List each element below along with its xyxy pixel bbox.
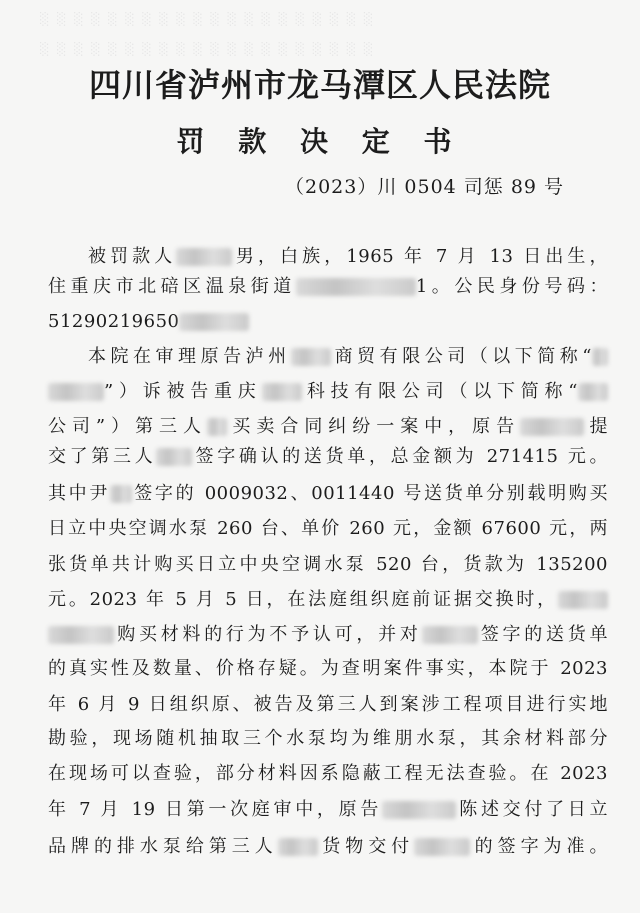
text-line <box>88 242 608 272</box>
text-segment: 元。2023 年 5 月 5 日，在法庭组织庭前证据交换时， <box>48 589 558 610</box>
text-segment: 签字的 0009032、0011440 号送货单分别载明购买 <box>132 483 608 504</box>
text-line <box>48 550 608 580</box>
text-line <box>48 795 608 825</box>
text-line <box>48 832 608 862</box>
redacted-address <box>296 278 416 296</box>
text-line <box>48 724 608 754</box>
text-segment: 男，白族，1965 年 7 月 13 日出生， <box>232 246 608 267</box>
text-segment: 签字确认的送货单，总金额为 271415 元。 <box>192 446 608 467</box>
text-segment: 在现场可以查验，部分材料因系隐蔽工程无法查验。在 2023 <box>48 763 608 784</box>
text-segment: ”）诉被告重庆 <box>104 381 262 402</box>
text-segment: 签字的送货单 <box>477 624 609 645</box>
text-line <box>48 759 608 789</box>
text-segment: 本院在审理原告泸州 <box>88 346 291 367</box>
bleed-through-text: ░ ░ ░ ░ ░ ░ ░ ░ ░ ░ ░ ░ ░ ░ ░ ░ ░ ░ ░ ░ <box>40 12 376 26</box>
redacted-text <box>156 448 192 466</box>
redacted-text <box>578 383 608 401</box>
redacted-text <box>278 838 318 856</box>
text-line <box>48 377 608 407</box>
text-segment: 年 7 月 19 日第一次庭审中，原告 <box>48 799 383 820</box>
text-line <box>48 479 608 509</box>
text-line <box>48 442 608 472</box>
document-type: 罚 款 决 定 书 <box>176 125 464 158</box>
redacted-text <box>262 383 302 401</box>
redacted-text <box>422 626 478 644</box>
text-segment: 买卖合同纠纷一案中，原告 <box>226 416 521 437</box>
text-line <box>48 620 608 650</box>
text-segment: 的签字为准。 <box>470 836 609 857</box>
text-segment: 交了第三人 <box>48 446 157 467</box>
text-line <box>88 342 608 372</box>
text-segment: 住重庆市北碚区温泉街道 <box>48 276 296 297</box>
text-segment: 提 <box>584 416 609 437</box>
text-segment: 科技有限公司（以下简称“ <box>301 381 578 402</box>
text-segment: 陈述交付了日立 <box>456 799 608 820</box>
bleed-through-text: ░ ░ ░ ░ ░ ░ ░ ░ ░ ░ ░ ░ ░ ░ ░ ░ ░ ░ ░ ░ <box>40 42 376 56</box>
text-segment: 的真实性及数量、价格存疑。为查明案件事实，本院于 2023 <box>48 658 608 679</box>
text-segment: 公司”）第三人 <box>48 416 207 437</box>
redacted-name <box>176 248 232 266</box>
text-segment: 商贸有限公司（以下简称“ <box>330 346 593 367</box>
text-line <box>48 654 608 684</box>
redacted-abbr <box>48 383 104 401</box>
text-segment: 货物交付 <box>317 836 415 857</box>
reference-number: （2023）川 0504 司惩 89 号 <box>285 176 565 198</box>
redacted-text <box>110 485 132 503</box>
text-segment: 张货单共计购买日立中央空调水泵 520 台，货款为 135200 <box>48 554 608 575</box>
redacted-id <box>179 313 249 331</box>
redacted-text <box>592 348 608 366</box>
text-segment: 品牌的排水泵给第三人 <box>48 836 278 857</box>
text-line <box>48 307 608 337</box>
text-line <box>48 585 608 615</box>
redacted-company <box>291 348 331 366</box>
text-line <box>48 272 608 302</box>
court-name: 四川省泸州市龙马潭区人民法院 <box>88 66 551 104</box>
text-line <box>48 412 608 442</box>
redacted-text <box>48 626 114 644</box>
redacted-text <box>414 838 470 856</box>
text-segment: 购买材料的行为不予认可，并对 <box>114 624 422 645</box>
text-segment: 日立中央空调水泵 260 台、单价 260 元，金额 67600 元，两 <box>48 518 608 539</box>
text-segment: 被罚款人 <box>88 246 177 267</box>
redacted-text <box>520 418 584 436</box>
text-line <box>48 514 608 544</box>
redacted-text <box>558 591 608 609</box>
text-segment: 51290219650 <box>48 311 180 332</box>
redacted-text <box>207 418 227 436</box>
text-line <box>48 690 608 720</box>
text-segment: 年 6 月 9 日组织原、被告及第三人到案涉工程项目进行实地 <box>48 694 608 715</box>
text-segment: 勘验，现场随机抽取三个水泵均为维朋水泵，其余材料部分 <box>48 728 608 749</box>
text-segment: 1。公民身份号码： <box>415 276 609 297</box>
redacted-text <box>382 801 456 819</box>
text-segment: 其中尹 <box>48 483 111 504</box>
